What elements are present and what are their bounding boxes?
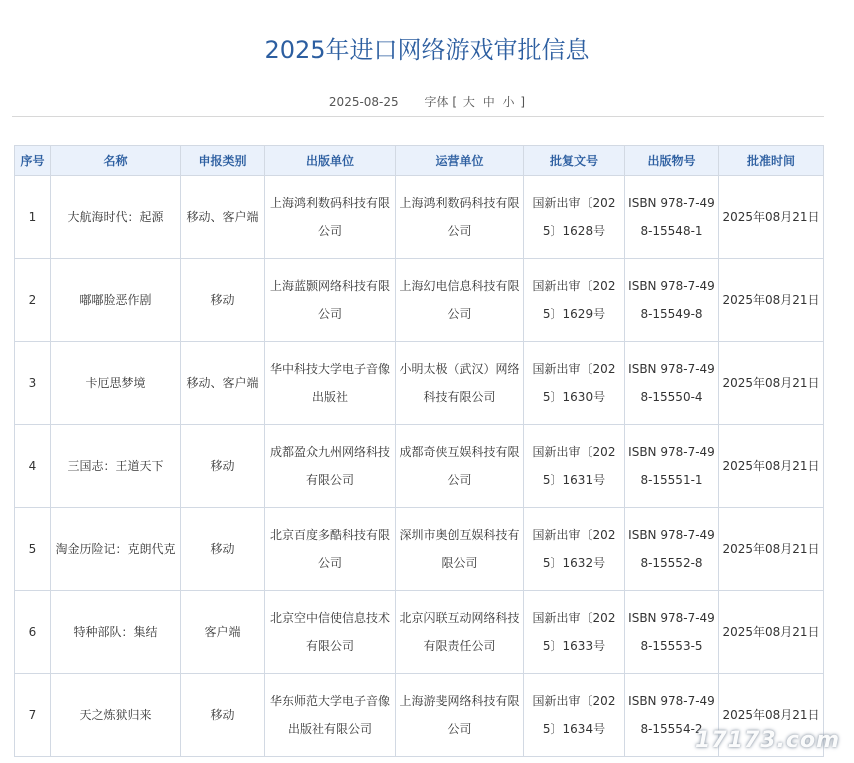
cell-approval-date: 2025年08月21日 (719, 591, 824, 674)
bracket-close: ] (520, 95, 526, 109)
cell-index: 5 (15, 508, 51, 591)
cell-approval-date: 2025年08月21日 (719, 259, 824, 342)
cell-approval-date: 2025年08月21日 (719, 425, 824, 508)
cell-publication-number: ISBN 978-7-498-15554-2 (625, 674, 719, 757)
cell-index: 3 (15, 342, 51, 425)
cell-approval-date: 2025年08月21日 (719, 176, 824, 259)
font-size-label: 字体 (424, 95, 449, 109)
cell-publication-number: ISBN 978-7-498-15552-8 (625, 508, 719, 591)
header-publisher: 出版单位 (265, 146, 396, 176)
table-row (15, 342, 824, 425)
table-row (15, 591, 824, 674)
table-row (15, 508, 824, 591)
cell-index: 7 (15, 674, 51, 757)
cell-category: 客户端 (181, 591, 265, 674)
cell-name: 大航海时代：起源 (51, 176, 181, 259)
header-category: 申报类别 (181, 146, 265, 176)
cell-operator: 深圳市奥创互娱科技有限公司 (396, 508, 524, 591)
header-index: 序号 (15, 146, 51, 176)
cell-index: 4 (15, 425, 51, 508)
cell-category: 移动、客户端 (181, 176, 265, 259)
cell-name: 淘金历险记：克朗代克 (51, 508, 181, 591)
cell-name: 三国志：王道天下 (51, 425, 181, 508)
table-row (15, 425, 824, 508)
approval-table (14, 145, 824, 757)
site-watermark: 17173.com (695, 728, 840, 753)
cell-index: 6 (15, 591, 51, 674)
table-header-row (15, 146, 824, 176)
bracket-open: [ (452, 95, 458, 109)
cell-category: 移动 (181, 508, 265, 591)
cell-publisher: 华中科技大学电子音像出版社 (265, 342, 396, 425)
cell-category: 移动 (181, 259, 265, 342)
cell-operator: 小明太极（武汉）网络科技有限公司 (396, 342, 524, 425)
cell-publication-number: ISBN 978-7-498-15551-1 (625, 425, 719, 508)
cell-name: 特种部队：集结 (51, 591, 181, 674)
cell-approval-date: 2025年08月21日 (719, 342, 824, 425)
cell-publication-number: ISBN 978-7-498-15549-8 (625, 259, 719, 342)
header-approval-number: 批复文号 (524, 146, 625, 176)
cell-publisher: 北京空中信使信息技术有限公司 (265, 591, 396, 674)
cell-approval-date: 2025年08月21日 (719, 508, 824, 591)
cell-operator: 上海幻电信息科技有限公司 (396, 259, 524, 342)
cell-category: 移动 (181, 425, 265, 508)
font-size-large-link[interactable]: 大 (462, 95, 475, 109)
cell-operator: 上海游斐网络科技有限公司 (396, 674, 524, 757)
cell-operator: 北京闪联互动网络科技有限责任公司 (396, 591, 524, 674)
cell-approval-number: 国新出审〔2025〕1628号 (524, 176, 625, 259)
header-name: 名称 (51, 146, 181, 176)
cell-name: 卡厄思梦境 (51, 342, 181, 425)
cell-name: 天之炼狱归来 (51, 674, 181, 757)
table-row (15, 259, 824, 342)
cell-category: 移动、客户端 (181, 342, 265, 425)
cell-publisher: 华东师范大学电子音像出版社有限公司 (265, 674, 396, 757)
font-size-small-link[interactable]: 小 (502, 95, 515, 109)
cell-approval-number: 国新出审〔2025〕1630号 (524, 342, 625, 425)
cell-publisher: 上海蓝颢网络科技有限公司 (265, 259, 396, 342)
cell-approval-number: 国新出审〔2025〕1634号 (524, 674, 625, 757)
cell-publication-number: ISBN 978-7-498-15548-1 (625, 176, 719, 259)
cell-publisher: 上海鸿利数码科技有限公司 (265, 176, 396, 259)
cell-index: 1 (15, 176, 51, 259)
cell-approval-number: 国新出审〔2025〕1632号 (524, 508, 625, 591)
article-meta (0, 93, 854, 110)
header-divider (12, 116, 824, 117)
cell-publication-number: ISBN 978-7-498-15553-5 (625, 591, 719, 674)
table-row (15, 176, 824, 259)
cell-approval-number: 国新出审〔2025〕1629号 (524, 259, 625, 342)
cell-index: 2 (15, 259, 51, 342)
page-title: 2025年进口网络游戏审批信息 (264, 36, 590, 64)
cell-operator: 上海鸿利数码科技有限公司 (396, 176, 524, 259)
cell-publication-number: ISBN 978-7-498-15550-4 (625, 342, 719, 425)
header-operator: 运营单位 (396, 146, 524, 176)
cell-approval-number: 国新出审〔2025〕1633号 (524, 591, 625, 674)
cell-publisher: 北京百度多酷科技有限公司 (265, 508, 396, 591)
header-publication-number: 出版物号 (625, 146, 719, 176)
cell-approval-date: 2025年08月21日 (719, 674, 824, 757)
publish-date: 2025-08-25 (328, 95, 399, 109)
cell-category: 移动 (181, 674, 265, 757)
cell-publisher: 成都盈众九州网络科技有限公司 (265, 425, 396, 508)
font-size-medium-link[interactable]: 中 (482, 95, 495, 109)
cell-name: 嘟嘟脸恶作剧 (51, 259, 181, 342)
cell-approval-number: 国新出审〔2025〕1631号 (524, 425, 625, 508)
cell-operator: 成都奇侠互娱科技有限公司 (396, 425, 524, 508)
header-approval-date: 批准时间 (719, 146, 824, 176)
